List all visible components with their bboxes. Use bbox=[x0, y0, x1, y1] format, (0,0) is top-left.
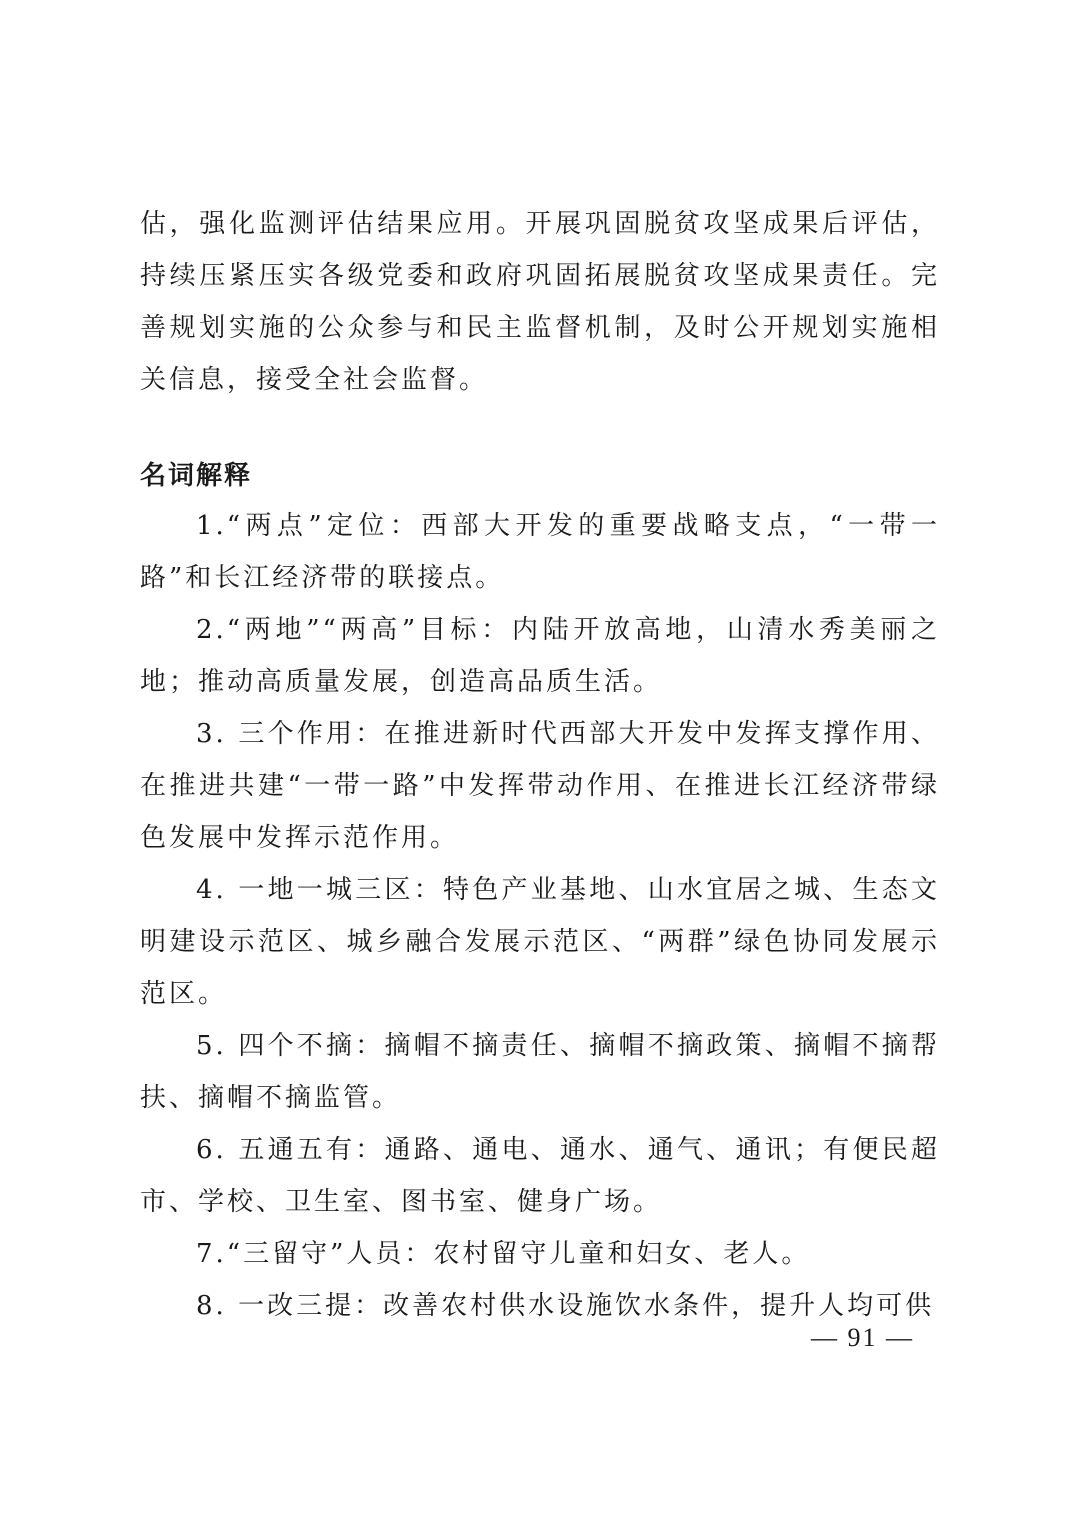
intro-paragraph-block bbox=[140, 198, 940, 406]
glossary-item-2: 2.“两地”“两高”目标：内陆开放高地，山清水秀美丽之地；推动高质量发展，创造高品质生活。 bbox=[140, 615, 940, 697]
glossary-item-3: 3. 三个作用：在推进新时代西部大开发中发挥支撑作用、在推进共建“一带一路”中发挥带动作用、在推进长江经济带绿色发展中发挥示范作用。 bbox=[140, 719, 940, 853]
glossary-item-5: 5. 四个不摘：摘帽不摘责任、摘帽不摘政策、摘帽不摘帮扶、摘帽不摘监管。 bbox=[140, 1031, 940, 1113]
glossary-item-7: 7.“三留守”人员：农村留守儿童和妇女、老人。 bbox=[196, 1239, 811, 1269]
glossary-list bbox=[140, 500, 940, 1332]
glossary-item-8: 8. 一改三提：改善农村供水设施饮水条件，提升人均可供 bbox=[196, 1291, 935, 1321]
page-number: — 91 — bbox=[811, 1323, 914, 1352]
intro-paragraph: 估，强化监测评估结果应用。开展巩固脱贫攻坚成果后评估，持续压紧压实各级党委和政府巩固拓展脱贫攻坚成果责任。完善规划实施的公众参与和民主监督机制，及时公开规划实施相关信息，接受全社会监督。 bbox=[140, 209, 940, 395]
glossary-item-6: 6. 五通五有：通路、通电、通水、通气、通讯；有便民超市、学校、卫生室、图书室、健身广场。 bbox=[140, 1135, 940, 1217]
glossary-item-4: 4. 一地一城三区：特色产业基地、山水宜居之城、生态文明建设示范区、城乡融合发展示范区、“两群”绿色协同发展示范区。 bbox=[140, 875, 940, 1009]
glossary-title: 名词解释 bbox=[140, 461, 253, 491]
glossary-item-1: 1.“两点”定位：西部大开发的重要战略支点，“一带一路”和长江经济带的联接点。 bbox=[140, 511, 940, 593]
